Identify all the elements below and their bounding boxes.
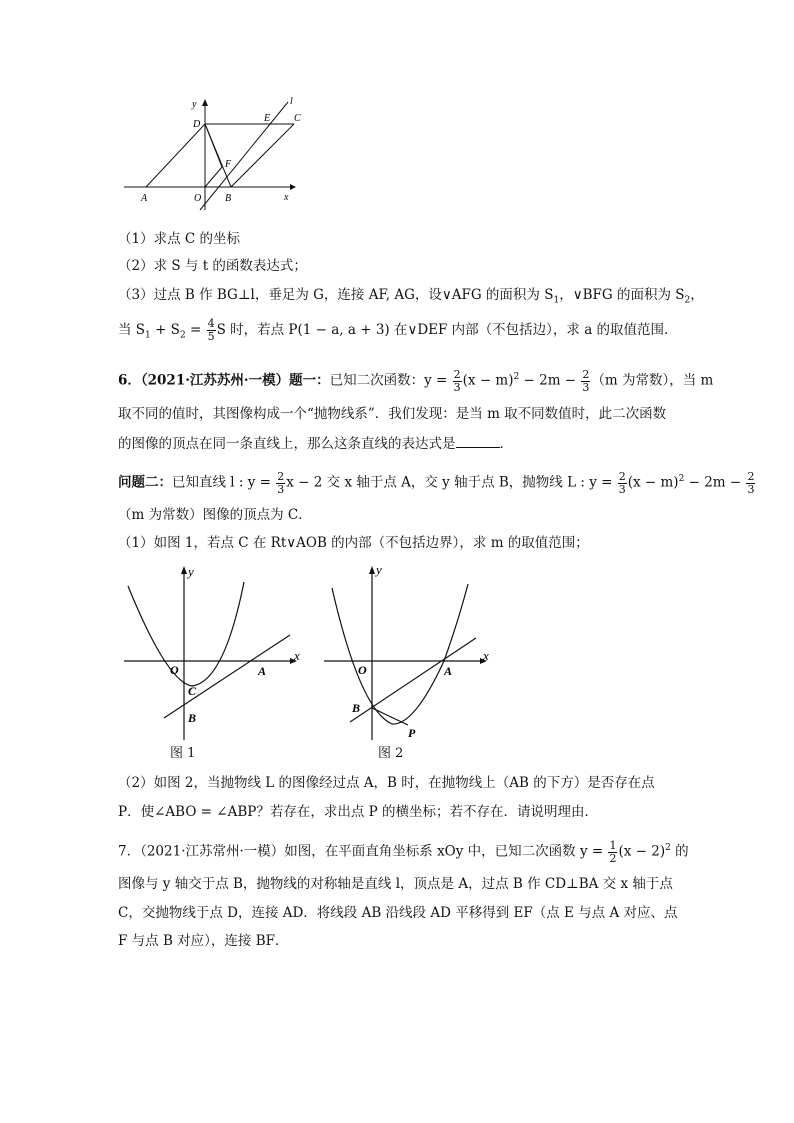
q6-line1: 6．（2021·江苏苏州·一模）题一：已知二次函数：y = $\frac{2}{3}$ $(x - m)^2 - 2m$ − $\frac{2}{3}$ （m 为常数），当 m <box>118 367 714 394</box>
q6-part2-line2: P．使∠ABO = ∠ABP？若存在，求出点 P 的横坐标；若不存在．请说明理由． <box>118 804 599 820</box>
q6-problem2-line2: （m 为常数）图像的顶点为 C． <box>118 507 312 523</box>
fraction-4-5: $\frac{4}{5}$ <box>207 317 215 343</box>
svg-text:O: O <box>358 663 367 677</box>
q5-part2: （2）求 S 与 t 的函数表达式； <box>118 258 307 274</box>
label-B: B <box>225 193 232 204</box>
q5-part3: （3）过点 B 作 BG⊥l，垂足为 G，连接 AF, AG，设∨AFG 的面积为 $S_1$，∨BFG 的面积为 $S_2$， <box>118 287 704 306</box>
svg-text:A: A <box>444 664 453 678</box>
label-O: O <box>194 193 202 204</box>
label-D: D <box>193 119 201 130</box>
q6-part1: （1）如图 1，若点 C 在 Rt∨AOB 的内部（不包括边界），求 m 的取值范围； <box>118 535 589 551</box>
q7-line4: F 与点 B 对应），连接 BF． <box>118 933 289 949</box>
q6-line3: 的图像的顶点在同一条直线上，那么这条直线的表达式是 ． <box>118 433 513 454</box>
svg-text:O: O <box>170 663 179 677</box>
fig2-line-l <box>350 638 476 722</box>
svg-text:P: P <box>408 726 416 740</box>
figure-2-caption: 图 2 <box>378 746 404 761</box>
label-E: E <box>264 113 271 124</box>
q6-part2-line1: （2）如图 2，当抛物线 L 的图像经过点 A，B 时，在抛物线上（AB 的下方）是否存在点 <box>118 775 655 791</box>
q7-line2: 图像与 y 轴交于点 B，抛物线的对称轴是直线 l，顶点是 A，过点 B 作 CD⊥BA 交 x 轴于点 <box>118 876 673 892</box>
q5-part3-condition: 当 $S_1 + S_2$ = $\frac{4}{5}$ S 时，若点 P(1 − a, a + 3) 在∨DEF 内部（不包括边），求 a 的取值范围. <box>118 317 669 343</box>
label-x: x <box>284 192 289 203</box>
label-A: A <box>141 193 148 204</box>
svg-text:x: x <box>483 648 489 663</box>
q6-problem2-line1: 问题二：已知直线 l : y = $\frac{2}{3}$ x − 2 交 x 轴于点 A，交 y 轴于点 B，抛物线 L : y = $\frac{2}{3}$ $(x - m)^2 - 2m$ − $\frac{2}{3}$ <box>118 469 755 496</box>
q5-part1: （1）求点 C 的坐标 <box>118 231 241 247</box>
figure-parallelogram <box>118 94 308 214</box>
line-l <box>200 102 288 210</box>
q6-line2: 取不同的值时，其图像构成一个“抛物线系”．我们发现：是当 m 取不同数值时，此二次函数 <box>118 406 667 422</box>
q7-line3: C，交抛物线于点 D，连接 AD．将线段 AB 沿线段 AD 平移得到 EF（点 E 与点 A 对应、点 <box>118 905 678 921</box>
figure-2 <box>320 562 500 742</box>
svg-text:x: x <box>294 648 300 663</box>
figure-1 <box>118 562 313 742</box>
svg-text:y: y <box>188 564 194 579</box>
svg-text:y: y <box>376 562 382 577</box>
label-C: C <box>294 113 301 124</box>
figure-1-caption: 图 1 <box>170 746 196 761</box>
label-F: F <box>225 159 232 170</box>
fig1-line-l <box>164 635 290 718</box>
fig1-parabola <box>128 582 244 686</box>
svg-text:A: A <box>258 664 267 678</box>
answer-blank[interactable] <box>456 433 500 448</box>
svg-text:B: B <box>188 711 197 725</box>
svg-text:C: C <box>188 684 197 698</box>
q7-line1: 7．（2021·江苏常州·一模）如图，在平面直角坐标系 xOy 中，已知二次函数 y = $\frac{1}{2}$ $(x - 2)^2$ 的 <box>118 838 689 865</box>
label-l: l <box>290 96 293 107</box>
label-y: y <box>192 99 197 110</box>
svg-text:B: B <box>352 701 361 715</box>
